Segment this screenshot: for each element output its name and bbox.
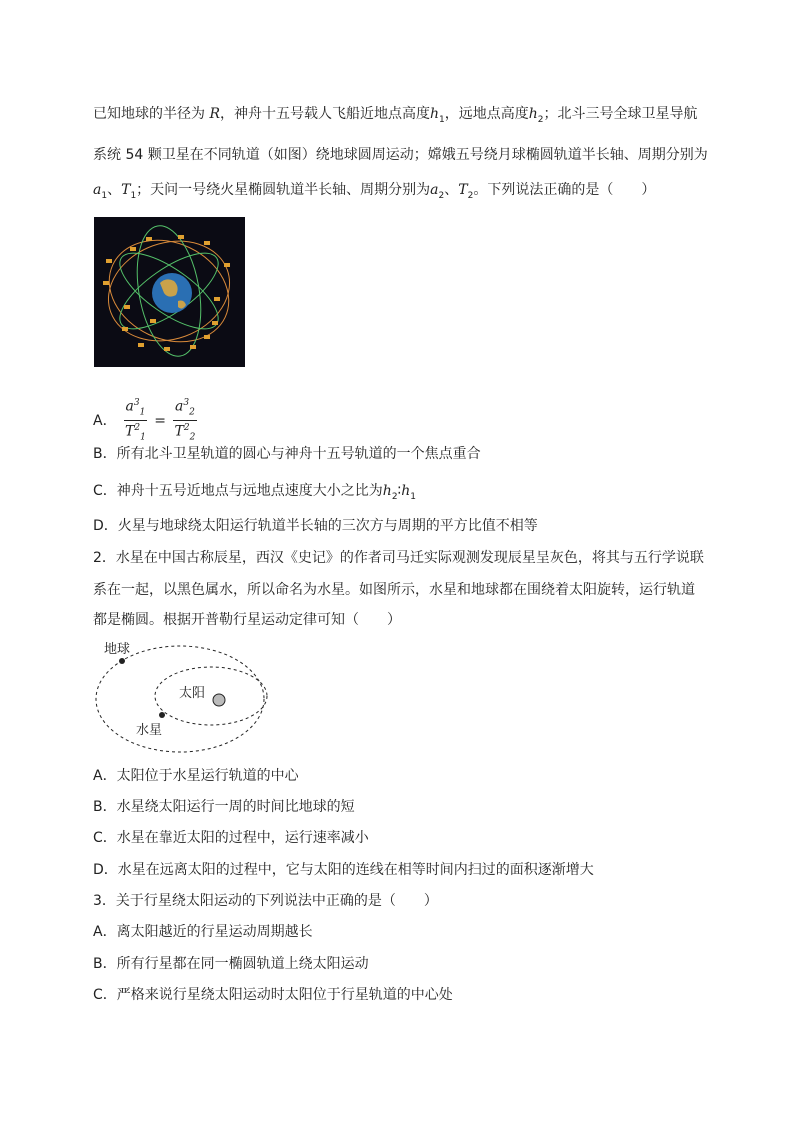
q1-stem-line2: 系统 54 颗卫星在不同轨道（如图）绕地球圆周运动；嫦娥五号绕月球椭圆轨道半长轴、周期分别为 [93, 147, 708, 163]
q3-option-c[interactable]: C．严格来说行星绕太阳运动时太阳位于行星轨道的中心处 [93, 987, 453, 1003]
mercury-dot [159, 712, 165, 718]
q2-stem-line2: 系在一起，以黑色属水，所以命名为水星。如图所示，水星和地球都在围绕着太阳旋转，运行轨道 [93, 582, 695, 598]
q1-stem-line3: $a_1$、$T_1$；天问一号绕火星椭圆轨道半长轴、周期分别为$a_2$、$T_2$。下列说法正确的是（ ） [93, 182, 656, 201]
solar-orbit-diagram [93, 640, 268, 755]
q3-option-b[interactable]: B．所有行星都在同一椭圆轨道上绕太阳运动 [93, 956, 369, 972]
q1-stem-line1: 已知地球的半径为 R，神舟十五号载人飞船近地点高度$h_1$，远地点高度$h_2$；北斗三号全球卫星导航 [93, 106, 698, 125]
q2-option-d[interactable]: D．水星在远离太阳的过程中，它与太阳的连线在相等时间内扫过的面积逐渐增大 [93, 862, 594, 878]
fraction-right: $\frac{a^3_2}{T^2_2}$ [174, 398, 196, 443]
sun-label: 太阳 [179, 686, 206, 701]
q1-option-d[interactable]: D．火星与地球绕太阳运行轨道半长轴的三次方与周期的平方比值不相等 [93, 518, 538, 534]
radius-symbol: R [209, 106, 220, 122]
q3-option-a[interactable]: A．离太阳越近的行星运动周期越长 [93, 924, 313, 940]
fraction-left: $\frac{a^3_1}{T^2_1}$ [125, 398, 146, 443]
sun-icon [213, 694, 225, 706]
q1-option-a[interactable]: A． $\frac{a^3_1}{T^2_1}$ = $\frac{a^3_2}{T^2_2}$ [93, 396, 199, 446]
q2-stem-line3: 都是椭圆。根据开普勒行星运动定律可知（ ） [93, 612, 401, 628]
q3-stem: 3．关于行星绕太阳运动的下列说法中正确的是（ ） [93, 893, 438, 909]
earth-dot [119, 658, 125, 664]
q2-option-b[interactable]: B．水星绕太阳运行一周的时间比地球的短 [93, 799, 355, 815]
q2-option-a[interactable]: A．太阳位于水星运行轨道的中心 [93, 768, 299, 784]
earth-label: 地球 [104, 642, 131, 657]
q2-option-c[interactable]: C．水星在靠近太阳的过程中，运行速率减小 [93, 830, 369, 846]
mercury-label: 水星 [136, 723, 163, 738]
q1-option-b[interactable]: B．所有北斗卫星轨道的圆心与神舟十五号轨道的一个焦点重合 [93, 446, 481, 462]
mercury-orbit [155, 667, 267, 725]
beidou-constellation-image [94, 217, 245, 367]
q1-option-c[interactable]: C．神舟十五号近地点与远地点速度大小之比为$h_2∶h_1$ [93, 483, 416, 502]
q2-stem-line1: 2．水星在中国古称辰星，西汉《史记》的作者司马迁实际观测发现辰星呈灰色，将其与五行学说联 [93, 550, 704, 566]
